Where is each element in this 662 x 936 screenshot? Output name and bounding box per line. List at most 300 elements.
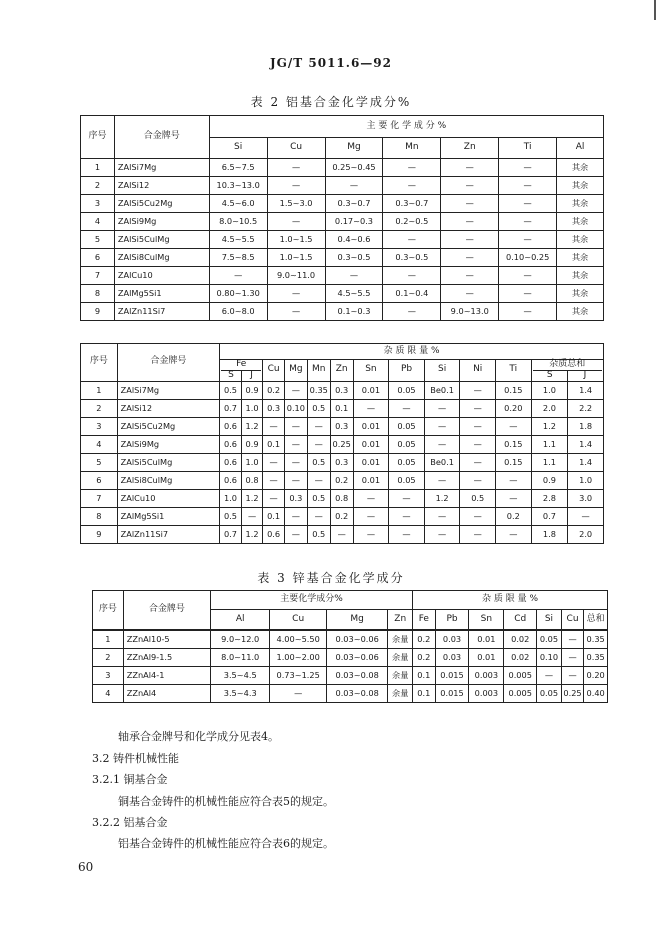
composition-cell: — xyxy=(441,177,499,195)
impurity-cell: — xyxy=(460,507,496,525)
element-header: Cu xyxy=(267,138,325,159)
impurity-cell: 1.8 xyxy=(531,525,568,543)
composition-cell: — xyxy=(209,267,267,285)
alloy-grade: ZAlSi12 xyxy=(117,399,220,417)
impurity-cell: 0.6 xyxy=(220,417,242,435)
row-seq: 7 xyxy=(81,489,118,507)
alloy-grade: ZAlSi5CulMg xyxy=(114,231,209,249)
alloy-grade: ZZnAl9-1.5 xyxy=(123,649,210,667)
impurity-cell: 0.05 xyxy=(389,381,425,399)
composition-cell: 6.5~7.5 xyxy=(209,159,267,177)
alloy-grade: ZAlCu10 xyxy=(114,267,209,285)
alloy-grade: ZAlSi12 xyxy=(114,177,209,195)
composition-cell: 0.25 xyxy=(561,685,584,703)
table-row xyxy=(81,489,604,507)
impurity-cell: — xyxy=(353,399,389,417)
composition-cell: 0.015 xyxy=(435,667,469,685)
element-header: Al xyxy=(557,138,604,159)
scan-edge-mark xyxy=(654,0,656,20)
impurity-element-header: Pb xyxy=(389,360,425,382)
composition-cell: 0.10~0.25 xyxy=(499,249,557,267)
impurity-cell: 0.2 xyxy=(496,507,532,525)
impurity-cell: 1.1 xyxy=(531,435,568,453)
impurity-element-header: Cu xyxy=(561,610,584,631)
composition-cell: — xyxy=(537,667,562,685)
composition-cell: 其余 xyxy=(557,267,604,285)
composition-cell: 6.0~8.0 xyxy=(209,303,267,321)
impurity-element-header: Si xyxy=(424,360,460,382)
composition-cell: 0.05 xyxy=(537,685,562,703)
impurity-element-header: Cd xyxy=(504,610,537,631)
composition-cell: — xyxy=(499,195,557,213)
impurity-cell: — xyxy=(389,507,425,525)
impurity-cell: 0.3 xyxy=(330,417,353,435)
alloy-grade: ZAlZn11Si7 xyxy=(114,303,209,321)
table3-zinc-alloy xyxy=(92,590,608,703)
impurity-cell: — xyxy=(389,525,425,543)
impurity-cell: — xyxy=(307,435,330,453)
main-composition-group: 主 要 化 学 成 分 % xyxy=(209,116,603,138)
composition-cell: — xyxy=(441,249,499,267)
impurity-cell: 0.01 xyxy=(353,471,389,489)
impurity-cell: 0.35 xyxy=(307,381,330,399)
impurity-cell: — xyxy=(424,399,460,417)
row-seq: 9 xyxy=(81,525,118,543)
impurity-cell: 0.5 xyxy=(220,381,242,399)
row-seq: 4 xyxy=(93,685,124,703)
composition-cell: — xyxy=(499,285,557,303)
composition-cell: 0.005 xyxy=(504,667,537,685)
main-element-header: Mg xyxy=(326,610,388,631)
col-seq: 序号 xyxy=(81,116,115,159)
composition-cell: — xyxy=(267,213,325,231)
impurity-cell: 1.0 xyxy=(531,381,568,399)
main-element-header: Cu xyxy=(270,610,326,631)
impurity-cell: — xyxy=(389,399,425,417)
composition-cell: 0.80~1.30 xyxy=(209,285,267,303)
impurity-cell: 0.6 xyxy=(220,453,242,471)
standard-code: JG/T 5011.6—92 xyxy=(269,56,393,70)
composition-cell: — xyxy=(441,213,499,231)
impurity-cell: 0.2 xyxy=(330,507,353,525)
composition-cell: 0.2~0.5 xyxy=(383,213,441,231)
impurity-cell: 0.25 xyxy=(330,435,353,453)
row-seq: 5 xyxy=(81,453,118,471)
alloy-grade: ZAlCu10 xyxy=(117,489,220,507)
composition-cell: 3.5~4.5 xyxy=(210,667,270,685)
impurity-cell: 0.3 xyxy=(330,381,353,399)
impurity-cell: — xyxy=(284,435,307,453)
composition-cell: 1.00~2.00 xyxy=(270,649,326,667)
composition-cell: — xyxy=(441,195,499,213)
composition-cell: 0.01 xyxy=(469,630,504,649)
main-composition-group: 主要化学成分% xyxy=(210,591,412,610)
alloy-grade: ZAlSi9Mg xyxy=(114,213,209,231)
table-row xyxy=(81,381,604,399)
composition-cell: 0.25~0.45 xyxy=(325,159,383,177)
composition-cell: 10.3~13.0 xyxy=(209,177,267,195)
composition-cell: 0.02 xyxy=(504,630,537,649)
impurity-cell: — xyxy=(263,453,285,471)
composition-cell: 0.03 xyxy=(435,630,469,649)
table-row xyxy=(93,630,608,649)
impurity-cell: — xyxy=(496,471,532,489)
impurity-cell: 0.5 xyxy=(220,507,242,525)
composition-cell: 3.5~4.3 xyxy=(210,685,270,703)
impurity-cell: 3.0 xyxy=(568,489,604,507)
alloy-grade: ZAlSi5CulMg xyxy=(117,453,220,471)
composition-cell: 余量 xyxy=(388,649,413,667)
composition-cell: 0.3~0.5 xyxy=(383,249,441,267)
composition-cell: — xyxy=(499,303,557,321)
composition-cell: 0.3~0.5 xyxy=(325,249,383,267)
composition-cell: 0.40 xyxy=(584,685,608,703)
impurity-cell: 0.01 xyxy=(353,381,389,399)
impurity-cell: 0.3 xyxy=(330,453,353,471)
impurity-cell: — xyxy=(460,381,496,399)
composition-cell: 0.03~0.08 xyxy=(326,667,388,685)
alloy-grade: ZAlSi8CulMg xyxy=(117,471,220,489)
impurity-cell: 0.9 xyxy=(241,435,263,453)
impurity-cell: 0.9 xyxy=(531,471,568,489)
impurity-cell: — xyxy=(284,453,307,471)
composition-cell: — xyxy=(325,267,383,285)
impurity-cell: — xyxy=(496,525,532,543)
impurity-cell: 2.0 xyxy=(531,399,568,417)
table-row xyxy=(81,507,604,525)
composition-cell: — xyxy=(499,159,557,177)
impurity-cell: 1.0 xyxy=(241,453,263,471)
composition-cell: — xyxy=(441,231,499,249)
table-row xyxy=(81,177,604,195)
composition-cell: — xyxy=(499,267,557,285)
impurity-cell: 1.2 xyxy=(241,525,263,543)
composition-cell: 0.17~0.3 xyxy=(325,213,383,231)
composition-cell: 1.0~1.5 xyxy=(267,249,325,267)
composition-cell: 0.20 xyxy=(584,667,608,685)
impurity-cell: — xyxy=(263,489,285,507)
table-row xyxy=(81,471,604,489)
composition-cell: 其余 xyxy=(557,159,604,177)
impurity-element-header: Cu xyxy=(263,360,285,382)
composition-cell: 余量 xyxy=(388,667,413,685)
impurity-cell: 0.01 xyxy=(353,453,389,471)
alloy-grade: ZAlSi8CulMg xyxy=(114,249,209,267)
composition-cell: 余量 xyxy=(388,630,413,649)
composition-cell: 0.05 xyxy=(537,630,562,649)
impurity-element-header: Sn xyxy=(469,610,504,631)
composition-cell: 9.0~12.0 xyxy=(210,630,270,649)
impurity-cell: 0.2 xyxy=(263,381,285,399)
main-element-header: Al xyxy=(210,610,270,631)
row-seq: 8 xyxy=(81,285,115,303)
impurity-cell: 1.4 xyxy=(568,435,604,453)
composition-cell: 0.01 xyxy=(469,649,504,667)
impurity-cell: 2.2 xyxy=(568,399,604,417)
impurity-cell: 2.0 xyxy=(568,525,604,543)
alloy-grade: ZAlSi7Mg xyxy=(114,159,209,177)
row-seq: 3 xyxy=(93,667,124,685)
alloy-grade: ZAlSi5Cu2Mg xyxy=(117,417,220,435)
impurity-element-header: Fe xyxy=(413,610,436,631)
row-seq: 6 xyxy=(81,471,118,489)
row-seq: 7 xyxy=(81,267,115,285)
row-seq: 1 xyxy=(81,381,118,399)
composition-cell: 0.015 xyxy=(435,685,469,703)
impurity-cell: 0.6 xyxy=(220,471,242,489)
impurity-cell: — xyxy=(284,471,307,489)
row-seq: 4 xyxy=(81,213,115,231)
impurity-cell: 0.05 xyxy=(389,417,425,435)
composition-cell: — xyxy=(267,159,325,177)
impurity-cell: — xyxy=(460,525,496,543)
impurity-cell: 0.05 xyxy=(389,471,425,489)
composition-cell: 4.5~6.0 xyxy=(209,195,267,213)
impurity-cell: 0.10 xyxy=(284,399,307,417)
col-seq: 序号 xyxy=(93,591,124,631)
composition-cell: — xyxy=(267,285,325,303)
col-alloy-grade: 合金牌号 xyxy=(117,344,220,382)
composition-cell: 其余 xyxy=(557,177,604,195)
col-alloy-grade: 合金牌号 xyxy=(123,591,210,631)
table-row xyxy=(81,399,604,417)
table-row xyxy=(81,231,604,249)
impurity-cell: — xyxy=(284,381,307,399)
row-seq: 2 xyxy=(81,177,115,195)
impurity-cell: Be0.1 xyxy=(424,453,460,471)
impurity-cell: 1.2 xyxy=(424,489,460,507)
impurity-cell: 0.3 xyxy=(284,489,307,507)
impurity-cell: — xyxy=(307,507,330,525)
alloy-grade: ZAlMg5Si1 xyxy=(114,285,209,303)
composition-cell: 9.0~13.0 xyxy=(441,303,499,321)
table-row xyxy=(93,649,608,667)
impurity-element-header: Ni xyxy=(460,360,496,382)
composition-cell: 0.1~0.3 xyxy=(325,303,383,321)
composition-cell: — xyxy=(383,159,441,177)
composition-cell: — xyxy=(267,177,325,195)
impurity-cell: — xyxy=(496,417,532,435)
composition-cell: 其余 xyxy=(557,213,604,231)
composition-cell: — xyxy=(561,667,584,685)
section-3-2-2-heading: 3.2.2 铝基合金 xyxy=(92,816,168,829)
impurity-cell: 0.2 xyxy=(330,471,353,489)
table-row xyxy=(81,285,604,303)
section-3-2-1-heading: 3.2.1 铜基合金 xyxy=(92,773,168,786)
composition-cell: — xyxy=(270,685,326,703)
table-row xyxy=(81,303,604,321)
row-seq: 5 xyxy=(81,231,115,249)
impurity-cell: 0.8 xyxy=(330,489,353,507)
composition-cell: — xyxy=(267,303,325,321)
paragraph-bearing-alloy: 轴承合金牌号和化学成分见表4。 xyxy=(118,730,279,743)
composition-cell: 0.1~0.4 xyxy=(383,285,441,303)
composition-cell: 4.5~5.5 xyxy=(325,285,383,303)
table2-main-composition xyxy=(80,115,604,321)
impurity-cell: 1.4 xyxy=(568,381,604,399)
row-seq: 4 xyxy=(81,435,118,453)
impurity-cell: — xyxy=(424,471,460,489)
impurity-cell: 1.2 xyxy=(531,417,568,435)
impurity-cell: 0.6 xyxy=(263,525,285,543)
table-row xyxy=(81,267,604,285)
impurity-cell: 0.8 xyxy=(241,471,263,489)
composition-cell: 4.00~5.50 xyxy=(270,630,326,649)
impurity-cell: 0.7 xyxy=(220,525,242,543)
composition-cell: — xyxy=(441,159,499,177)
composition-cell: 4.5~5.5 xyxy=(209,231,267,249)
impurity-cell: — xyxy=(284,417,307,435)
impurity-cell: 0.1 xyxy=(330,399,353,417)
alloy-grade: ZAlZn11Si7 xyxy=(117,525,220,543)
row-seq: 1 xyxy=(93,630,124,649)
composition-cell: — xyxy=(441,267,499,285)
alloy-grade: ZZnAl4 xyxy=(123,685,210,703)
impurity-cell: — xyxy=(263,417,285,435)
impurity-cell: — xyxy=(424,525,460,543)
paragraph-copper-alloy: 铜基合金铸件的机械性能应符合表5的规定。 xyxy=(118,795,334,808)
impurity-cell: — xyxy=(424,417,460,435)
alloy-grade: ZZnAl10-5 xyxy=(123,630,210,649)
composition-cell: 0.10 xyxy=(537,649,562,667)
impurity-cell: 1.2 xyxy=(241,489,263,507)
table-row xyxy=(81,249,604,267)
element-header: Ti xyxy=(499,138,557,159)
composition-cell: 0.1 xyxy=(413,685,436,703)
composition-cell: 0.73~1.25 xyxy=(270,667,326,685)
element-header: Zn xyxy=(441,138,499,159)
impurity-cell: 1.0 xyxy=(241,399,263,417)
impurity-cell: 0.15 xyxy=(496,453,532,471)
impurity-cell: — xyxy=(460,417,496,435)
row-seq: 8 xyxy=(81,507,118,525)
composition-cell: — xyxy=(499,231,557,249)
impurity-cell: — xyxy=(307,417,330,435)
impurity-cell: — xyxy=(307,471,330,489)
page-number: 60 xyxy=(78,860,94,874)
paragraph-aluminium-alloy: 铝基合金铸件的机械性能应符合表6的规定。 xyxy=(118,837,334,850)
impurity-cell: 1.0 xyxy=(220,489,242,507)
composition-cell: 0.4~0.6 xyxy=(325,231,383,249)
total-sub-labels xyxy=(533,370,602,381)
table-row xyxy=(93,667,608,685)
table-row xyxy=(81,417,604,435)
impurity-cell: — xyxy=(460,471,496,489)
composition-cell: — xyxy=(499,177,557,195)
composition-cell: 0.3~0.7 xyxy=(325,195,383,213)
composition-cell: — xyxy=(383,303,441,321)
composition-cell: — xyxy=(383,267,441,285)
composition-cell: 7.5~8.5 xyxy=(209,249,267,267)
impurity-cell: 0.5 xyxy=(460,489,496,507)
fe-sub-label: S xyxy=(221,371,242,381)
impurity-cell: — xyxy=(496,489,532,507)
col-seq: 序号 xyxy=(81,344,118,382)
alloy-grade: ZAlSi9Mg xyxy=(117,435,220,453)
impurity-cell: 0.01 xyxy=(353,417,389,435)
composition-cell: 0.2 xyxy=(413,630,436,649)
row-seq: 2 xyxy=(93,649,124,667)
impurity-cell: — xyxy=(460,453,496,471)
impurity-cell: — xyxy=(568,507,604,525)
composition-cell: 0.1 xyxy=(413,667,436,685)
element-header: Si xyxy=(209,138,267,159)
table2-caption: 表 2 铝基合金化学成分% xyxy=(250,95,412,109)
impurity-cell: 0.20 xyxy=(496,399,532,417)
impurity-cell: 0.7 xyxy=(531,507,568,525)
composition-cell: 0.35 xyxy=(584,649,608,667)
impurity-element-header: Mn xyxy=(307,360,330,382)
row-seq: 2 xyxy=(81,399,118,417)
impurity-total-header xyxy=(531,360,603,382)
alloy-grade: ZAlSi7Mg xyxy=(117,381,220,399)
impurity-element-header: 总和 xyxy=(584,610,608,631)
impurity-cell: — xyxy=(460,435,496,453)
table-row xyxy=(81,159,604,177)
composition-cell: — xyxy=(325,177,383,195)
fe-sub-labels xyxy=(221,370,261,381)
impurity-element-header: Si xyxy=(537,610,562,631)
impurity-cell: 0.5 xyxy=(307,525,330,543)
composition-cell: — xyxy=(561,630,584,649)
total-sub-label: J xyxy=(583,369,587,380)
impurity-cell: 0.15 xyxy=(496,381,532,399)
alloy-grade: ZZnAl4-1 xyxy=(123,667,210,685)
composition-cell: — xyxy=(499,213,557,231)
impurity-cell: — xyxy=(353,525,389,543)
row-seq: 1 xyxy=(81,159,115,177)
composition-cell: 其余 xyxy=(557,285,604,303)
composition-cell: 0.03~0.06 xyxy=(326,649,388,667)
element-header: Mg xyxy=(325,138,383,159)
col-alloy-grade: 合金牌号 xyxy=(114,116,209,159)
impurity-cell: 0.15 xyxy=(496,435,532,453)
table3-caption: 表 3 锌基合金化学成分 xyxy=(257,571,405,585)
impurity-cell: — xyxy=(424,435,460,453)
impurity-element-header: Pb xyxy=(435,610,469,631)
composition-cell: 0.2 xyxy=(413,649,436,667)
impurity-cell: 0.5 xyxy=(307,453,330,471)
row-seq: 3 xyxy=(81,417,118,435)
impurity-element-header: Sn xyxy=(353,360,389,382)
row-seq: 9 xyxy=(81,303,115,321)
impurity-cell: 1.8 xyxy=(568,417,604,435)
impurity-group: 杂 质 限 量 % xyxy=(413,591,608,610)
composition-cell: — xyxy=(383,177,441,195)
impurity-cell: 1.4 xyxy=(568,453,604,471)
impurity-cell: 0.7 xyxy=(220,399,242,417)
impurity-group: 杂 质 限 量 % xyxy=(220,344,604,360)
impurity-cell: 2.8 xyxy=(531,489,568,507)
row-seq: 6 xyxy=(81,249,115,267)
impurity-cell: 0.5 xyxy=(307,399,330,417)
table2-impurity-limits xyxy=(80,343,604,544)
composition-cell: 其余 xyxy=(557,195,604,213)
table-row xyxy=(81,453,604,471)
impurity-cell: 1.1 xyxy=(531,453,568,471)
impurity-cell: — xyxy=(284,507,307,525)
impurity-cell: 0.05 xyxy=(389,453,425,471)
impurity-cell: 0.3 xyxy=(263,399,285,417)
total-sub-label: S xyxy=(533,371,568,381)
impurity-element-header: Mg xyxy=(284,360,307,382)
composition-cell: 0.02 xyxy=(504,649,537,667)
impurity-cell: 0.1 xyxy=(263,435,285,453)
composition-cell: 0.35 xyxy=(584,630,608,649)
impurity-cell: 0.9 xyxy=(241,381,263,399)
alloy-grade: ZAlMg5Si1 xyxy=(117,507,220,525)
table-row xyxy=(81,435,604,453)
